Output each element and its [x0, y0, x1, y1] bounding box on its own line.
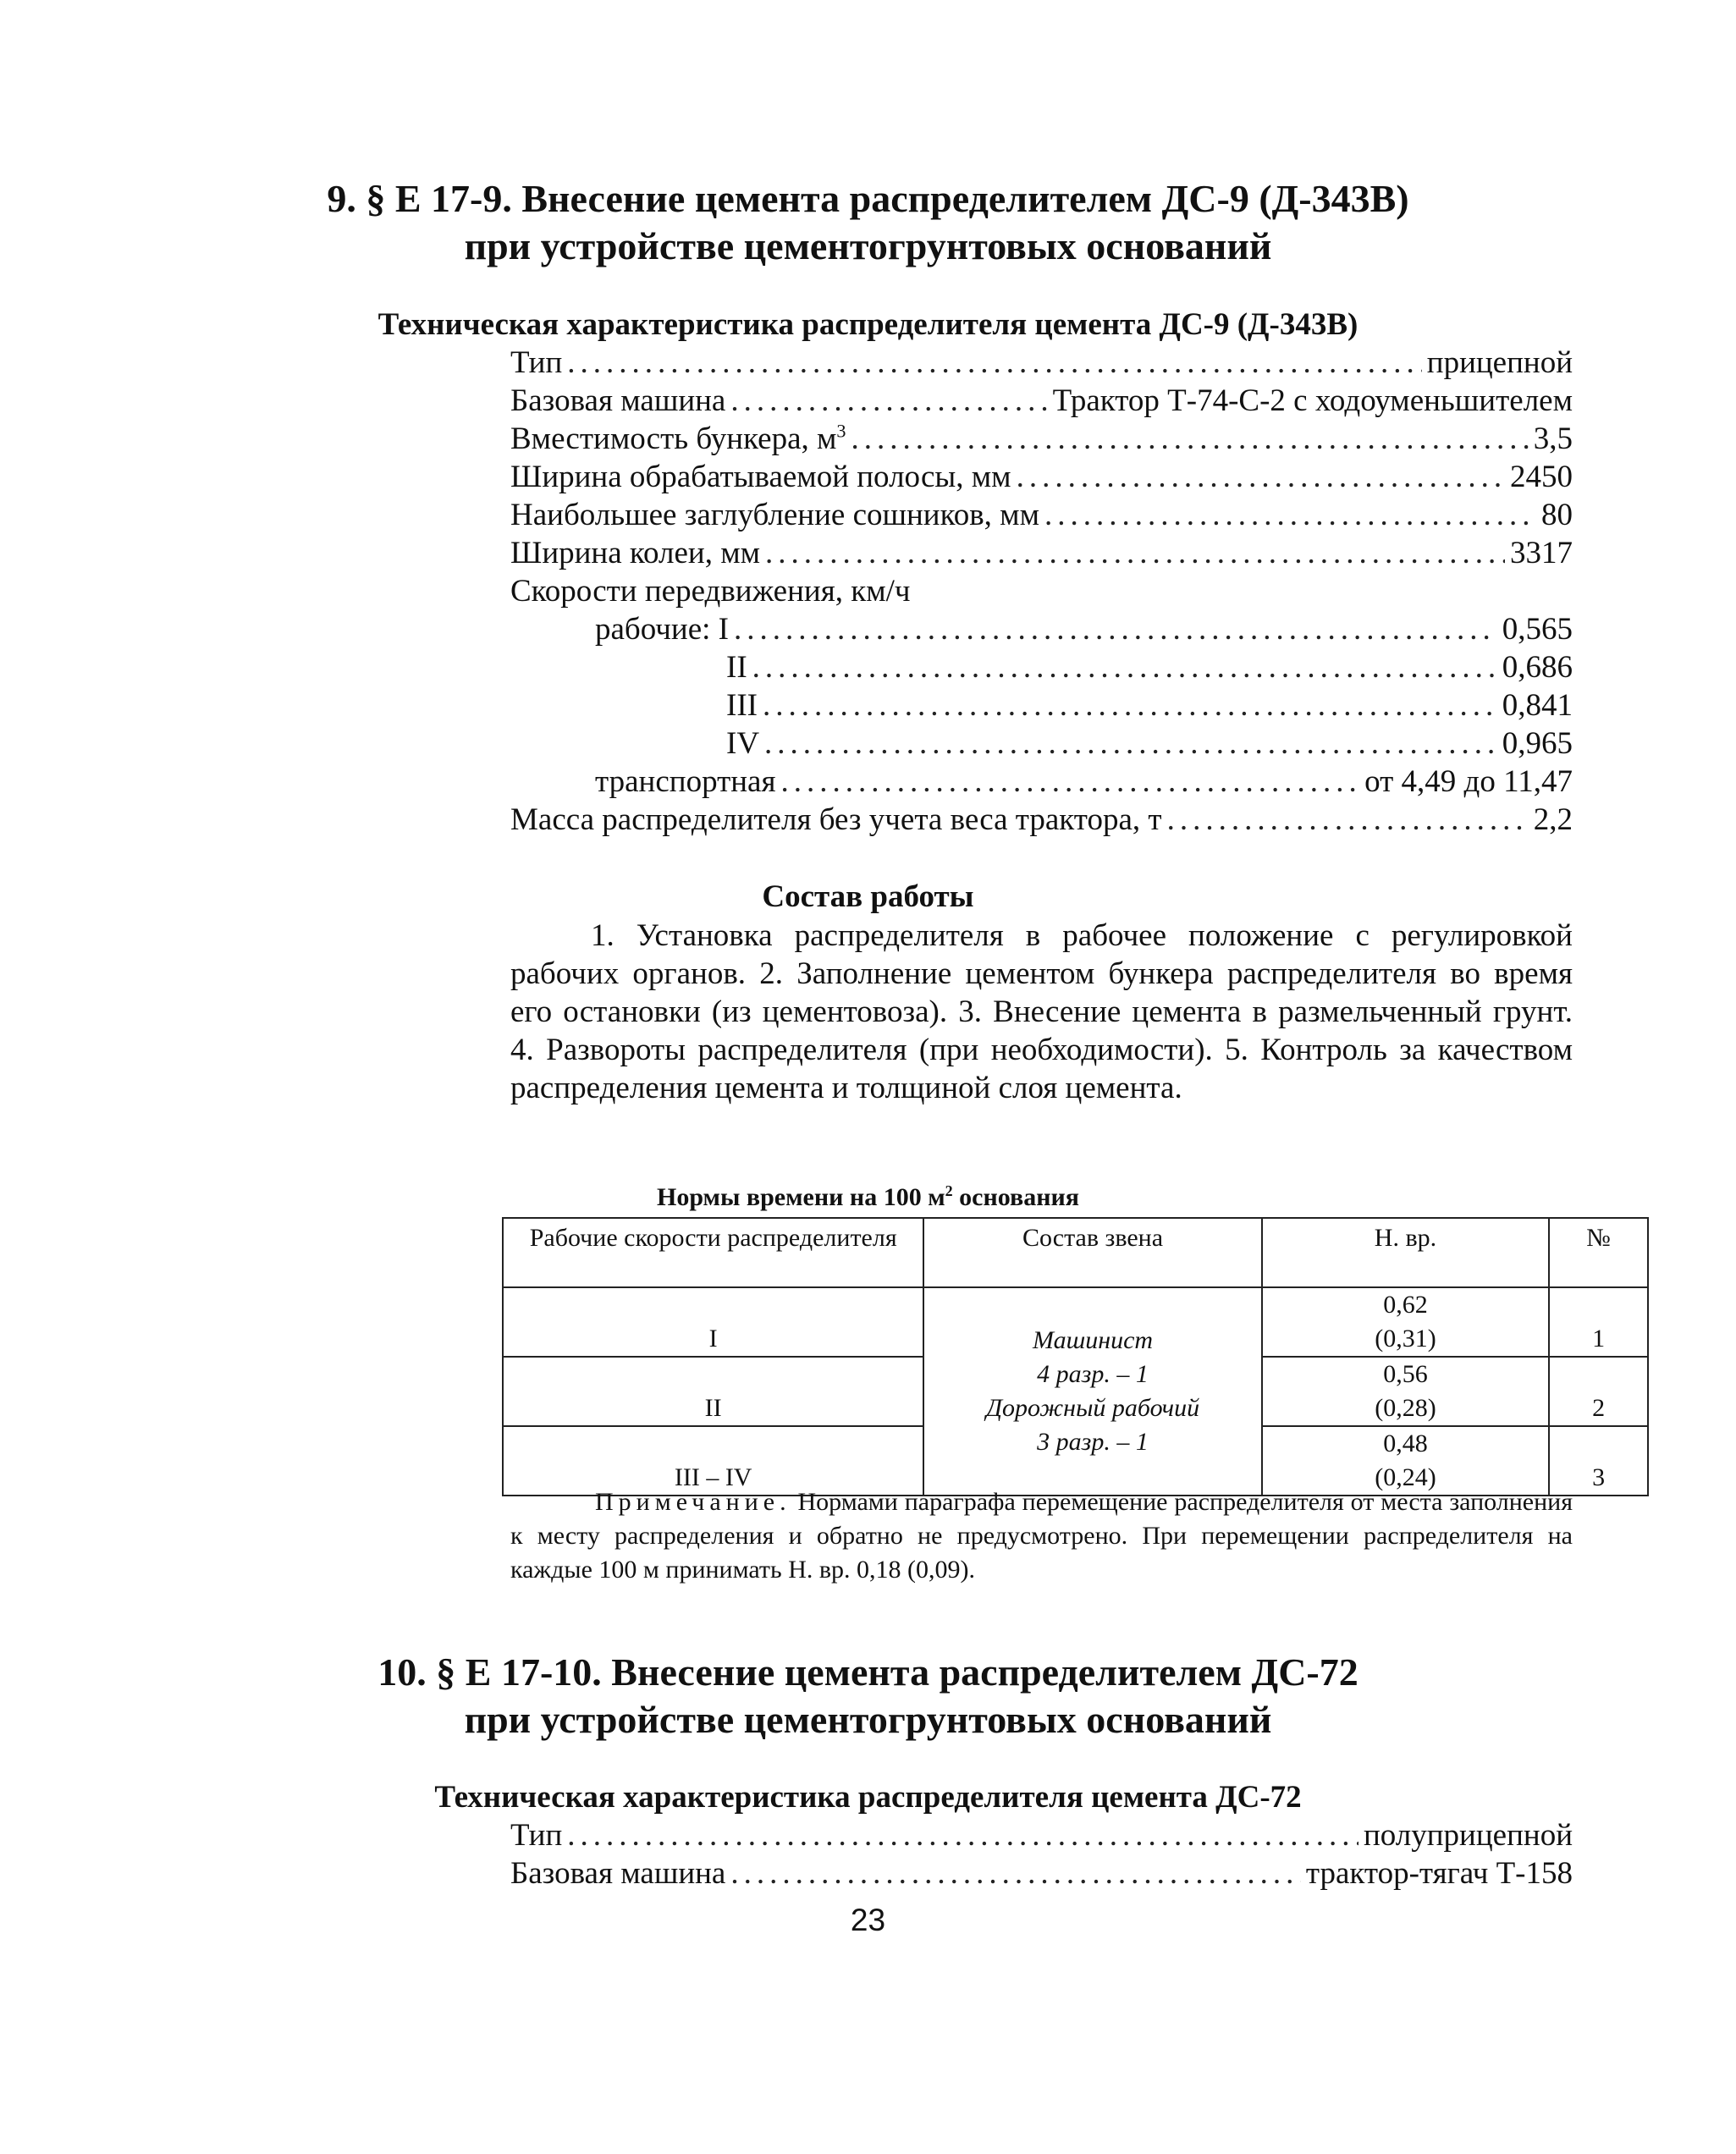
cell-norm: 0,62 (0,31) — [1262, 1287, 1549, 1357]
crew-line-2: 4 разр. – 1 — [1037, 1360, 1149, 1388]
spec-value: 3,5 — [1533, 421, 1573, 456]
spec-row-bunker — [510, 421, 1573, 458]
speed-row-4 — [726, 725, 1573, 763]
cell-norm: 0,56 (0,28) — [1262, 1357, 1549, 1426]
speed-label: II — [726, 650, 747, 685]
table-note — [510, 1485, 1573, 1587]
spec-value: 2,2 — [1533, 802, 1573, 837]
spec-value: трактор-тягач Т-158 — [1305, 1856, 1573, 1891]
cell-norm: 0,48 (0,24) — [1262, 1426, 1549, 1496]
norms-title: Нормы времени на 100 $м^2$ основания — [656, 1182, 1080, 1211]
spec-label: Базовая машина — [510, 383, 726, 418]
header-crew: Состав звена — [923, 1218, 1261, 1287]
spec-value: прицепной — [1426, 345, 1573, 380]
spec-value: 3317 — [1510, 536, 1573, 570]
speed-label: III — [726, 688, 758, 723]
speed-label: IV — [726, 726, 760, 761]
spec-label: Базовая машина — [510, 1856, 726, 1891]
section10-spec-title: Техническая характеристика распределителя цемента ДС-72 — [434, 1780, 1302, 1815]
spec-label: Ширина колеи, мм — [510, 536, 761, 570]
speed-row-2 — [726, 649, 1573, 686]
spec-row-track-width — [510, 535, 1573, 572]
speed-value: 0,565 — [1502, 612, 1573, 647]
norms-table — [502, 1217, 1649, 1496]
section10-title-line2: при устройстве цементогрунтовых оснований — [464, 1698, 1272, 1741]
spec-value: Трактор Т-74-С-2 с ходоуменьшителем — [1052, 383, 1573, 418]
spec-row-type — [510, 344, 1573, 382]
work-title: Состав работы — [762, 879, 974, 914]
crew-line-1: Машинист — [1033, 1326, 1154, 1354]
spec-label: Масса распределителя без учета веса трактора, т — [510, 802, 1162, 837]
speed-value: 0,965 — [1502, 726, 1573, 761]
spec-label-sup: 3 — [836, 420, 846, 442]
speed-label: рабочие: I — [595, 612, 729, 647]
speed-value: 0,686 — [1502, 650, 1573, 685]
spec-value: 2450 — [1510, 460, 1573, 494]
section9-title-line2: при устройстве цементогрунтовых оснований — [464, 224, 1272, 267]
table-row — [503, 1287, 1648, 1357]
section9-spec-title: Техническая характеристика распределителя цемента ДС-9 (Д-343В) — [378, 307, 1358, 342]
spec-row-base-machine — [510, 383, 1573, 420]
spec10-row-type — [510, 1817, 1573, 1854]
speed-row-1 — [595, 611, 1573, 648]
spec-label: Вместимость бункера, м — [510, 421, 837, 456]
speed-row-3 — [726, 687, 1573, 724]
spec-label: Тип — [510, 1818, 563, 1853]
work-text: 1. Установка распределителя в рабочее положение с регулировкой рабочих органов. 2. Заполнение цементом бункера распределителя во время его остановки (из цементовоза). 3. Внесение цемента в размельченный грунт. 4. Развороты распределителя (при необходимости). 5. Контроль за качеством распределения цемента и толщиной слоя цемента. — [510, 918, 1573, 1105]
spec-row-mass — [510, 802, 1573, 839]
spec-label: Наибольшее заглубление сошников, мм — [510, 498, 1039, 532]
speeds-label: Скорости передвижения, км/ч — [510, 574, 911, 609]
spec-label: Ширина обрабатываемой полосы, мм — [510, 460, 1011, 494]
header-norm: Н. вр. — [1262, 1218, 1549, 1287]
speed-value: от 4,49 до 11,47 — [1364, 764, 1573, 799]
speed-value: 0,841 — [1502, 688, 1573, 723]
table-header-row — [503, 1218, 1648, 1287]
spec10-row-base-machine — [510, 1855, 1573, 1892]
speed-row-transport — [595, 763, 1573, 801]
note-text: Нормами параграфа перемещение распределителя от места заполнения к месту распределения и обратно не предусмотрено. При перемещении распределителя на каждые 100 м принимать Н. вр. 0,18 (0,09). — [510, 1488, 1573, 1584]
cell-number: 1 — [1549, 1287, 1648, 1357]
cell-number: 3 — [1549, 1426, 1648, 1496]
spec-label: Тип — [510, 345, 563, 380]
crew-line-3: Дорожный рабочий — [985, 1394, 1200, 1422]
cell-number: 2 — [1549, 1357, 1648, 1426]
section9-title-line1: 9. § Е 17-9. Внесение цемента распределителем ДС-9 (Д-343В) — [327, 177, 1409, 220]
header-speed: Рабочие скорости распределителя — [503, 1218, 923, 1287]
spec-row-depth — [510, 497, 1573, 534]
section10-title-line1: 10. § Е 17-10. Внесение цемента распределителем ДС-72 — [378, 1650, 1358, 1694]
note-word: Примечание. — [595, 1488, 791, 1516]
spec-value: полуприцепной — [1363, 1818, 1573, 1853]
crew-line-4: 3 разр. – 1 — [1037, 1428, 1149, 1456]
spec-value: 80 — [1541, 498, 1573, 532]
cell-speed: I — [503, 1287, 923, 1357]
speed-label: транспортная — [595, 764, 776, 799]
cell-crew — [923, 1287, 1261, 1496]
cell-speed: III – IV — [503, 1426, 923, 1496]
spec-row-strip-width — [510, 459, 1573, 496]
header-number: № — [1549, 1218, 1648, 1287]
cell-speed: II — [503, 1357, 923, 1426]
page-number: 23 — [850, 1903, 886, 1937]
